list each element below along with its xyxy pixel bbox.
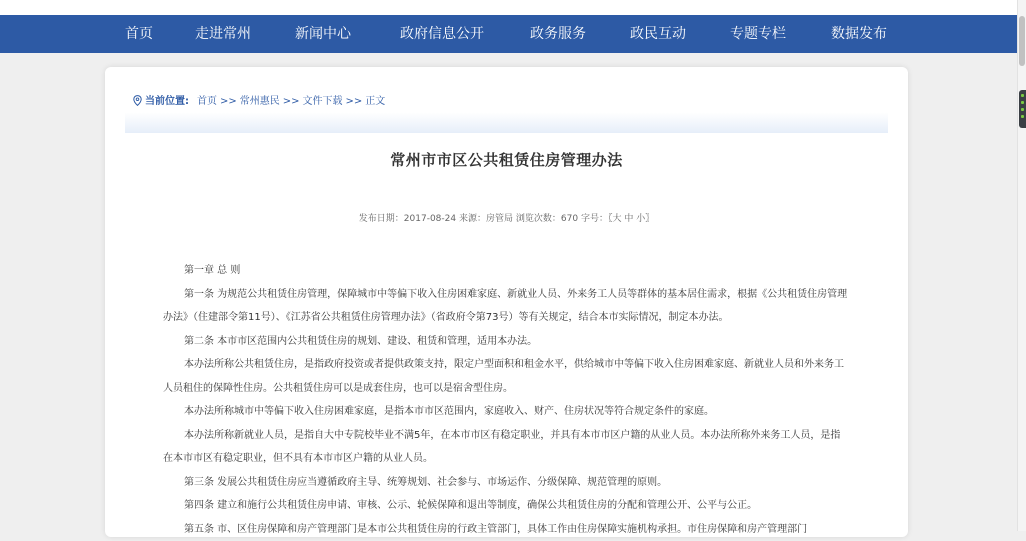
article-body xyxy=(163,259,849,541)
side-tool-handle[interactable] xyxy=(1019,90,1026,128)
fontsize-label: 字号： xyxy=(581,214,608,224)
source-label: 来源： xyxy=(459,214,486,224)
handle-dot-icon xyxy=(1021,101,1024,104)
nav-item-interaction[interactable]: 政民互动 xyxy=(630,15,686,53)
breadcrumb-label: 当前位置: xyxy=(145,96,189,107)
nav-item-gov-info[interactable]: 政府信息公开 xyxy=(400,15,484,53)
breadcrumb-current[interactable]: 正文 xyxy=(365,96,385,107)
location-pin-icon xyxy=(133,95,142,109)
breadcrumb-huimin[interactable]: 常州惠民 xyxy=(240,96,280,107)
chapter-heading: 第一章 总 则 xyxy=(163,259,849,283)
source-value: 房管局 xyxy=(486,214,513,224)
top-strip xyxy=(0,0,1017,15)
breadcrumb-home[interactable]: 首页 xyxy=(197,96,217,107)
nav-item-gov-services[interactable]: 政务服务 xyxy=(530,15,586,53)
fontsize-switcher[interactable]: 〖大 中 小〗 xyxy=(608,214,654,224)
nav-item-home[interactable]: 首页 xyxy=(125,15,153,53)
handle-dot-icon xyxy=(1021,108,1024,111)
article-paragraph: 本办法所称新就业人员，是指自大中专院校毕业不满5年，在本市市区有稳定职业，并具有本市市区户籍的从业人员。本办法所称外来务工人员，是指在本市市区有稳定职业，但不具有本市市区户籍的从业人员。 xyxy=(163,424,849,471)
page-scrollbar[interactable] xyxy=(1017,0,1026,531)
scrollbar-thumb[interactable] xyxy=(1019,16,1025,66)
article-paragraph: 第二条 本市市区范围内公共租赁住房的规划、建设、租赁和管理，适用本办法。 xyxy=(163,330,849,354)
nav-item-news[interactable]: 新闻中心 xyxy=(295,15,351,53)
views-label: 浏览次数： xyxy=(516,214,561,224)
article-card xyxy=(105,67,908,537)
handle-dot-icon xyxy=(1021,94,1024,97)
nav-item-topics[interactable]: 专题专栏 xyxy=(730,15,786,53)
article-paragraph: 本办法所称公共租赁住房，是指政府投资或者提供政策支持，限定户型面积和租金水平，供给城市中等偏下收入住房困难家庭、新就业人员和外来务工人员租住的保障性住房。公共租赁住房可以是成套住房，也可以是宿舍型住房。 xyxy=(163,353,849,400)
handle-dot-icon xyxy=(1021,115,1024,118)
breadcrumb-band xyxy=(125,87,888,133)
breadcrumb-separator: >> xyxy=(220,96,237,107)
nav-item-data[interactable]: 数据发布 xyxy=(831,15,887,53)
views-count: 670 xyxy=(561,214,578,224)
breadcrumb-separator: >> xyxy=(346,96,363,107)
article-paragraph: 第三条 发展公共租赁住房应当遵循政府主导、统筹规划、社会参与、市场运作、分级保障、规范管理的原则。 xyxy=(163,471,849,495)
article-meta xyxy=(105,211,908,224)
article-paragraph: 第一条 为规范公共租赁住房管理，保障城市中等偏下收入住房困难家庭、新就业人员、外来务工人员等群体的基本居住需求，根据《公共租赁住房管理办法》（住建部令第11号）、《江苏省公共租赁住房管理办法》（省政府令第73号）等有关规定，结合本市实际情况，制定本办法。 xyxy=(163,283,849,330)
article-paragraph: 第五条 市、区住房保障和房产管理部门是本市公共租赁住房的行政主管部门，具体工作由住房保障实施机构承担。市住房保障和房产管理部门 xyxy=(163,518,849,541)
article-paragraph: 本办法所称城市中等偏下收入住房困难家庭，是指本市市区范围内，家庭收入、财产、住房状况等符合规定条件的家庭。 xyxy=(163,400,849,424)
publish-date: 2017-08-24 xyxy=(404,214,456,224)
article-paragraph: 第四条 建立和施行公共租赁住房申请、审核、公示、轮候保障和退出等制度，确保公共租赁住房的分配和管理公开、公平与公正。 xyxy=(163,494,849,518)
nav-item-about-changzhou[interactable]: 走进常州 xyxy=(195,15,251,53)
article-title: 常州市市区公共租赁住房管理办法 xyxy=(105,149,908,170)
date-label: 发布日期： xyxy=(359,214,404,224)
breadcrumb xyxy=(133,92,385,109)
main-nav xyxy=(0,15,1017,53)
breadcrumb-downloads[interactable]: 文件下载 xyxy=(303,96,343,107)
breadcrumb-separator: >> xyxy=(283,96,300,107)
